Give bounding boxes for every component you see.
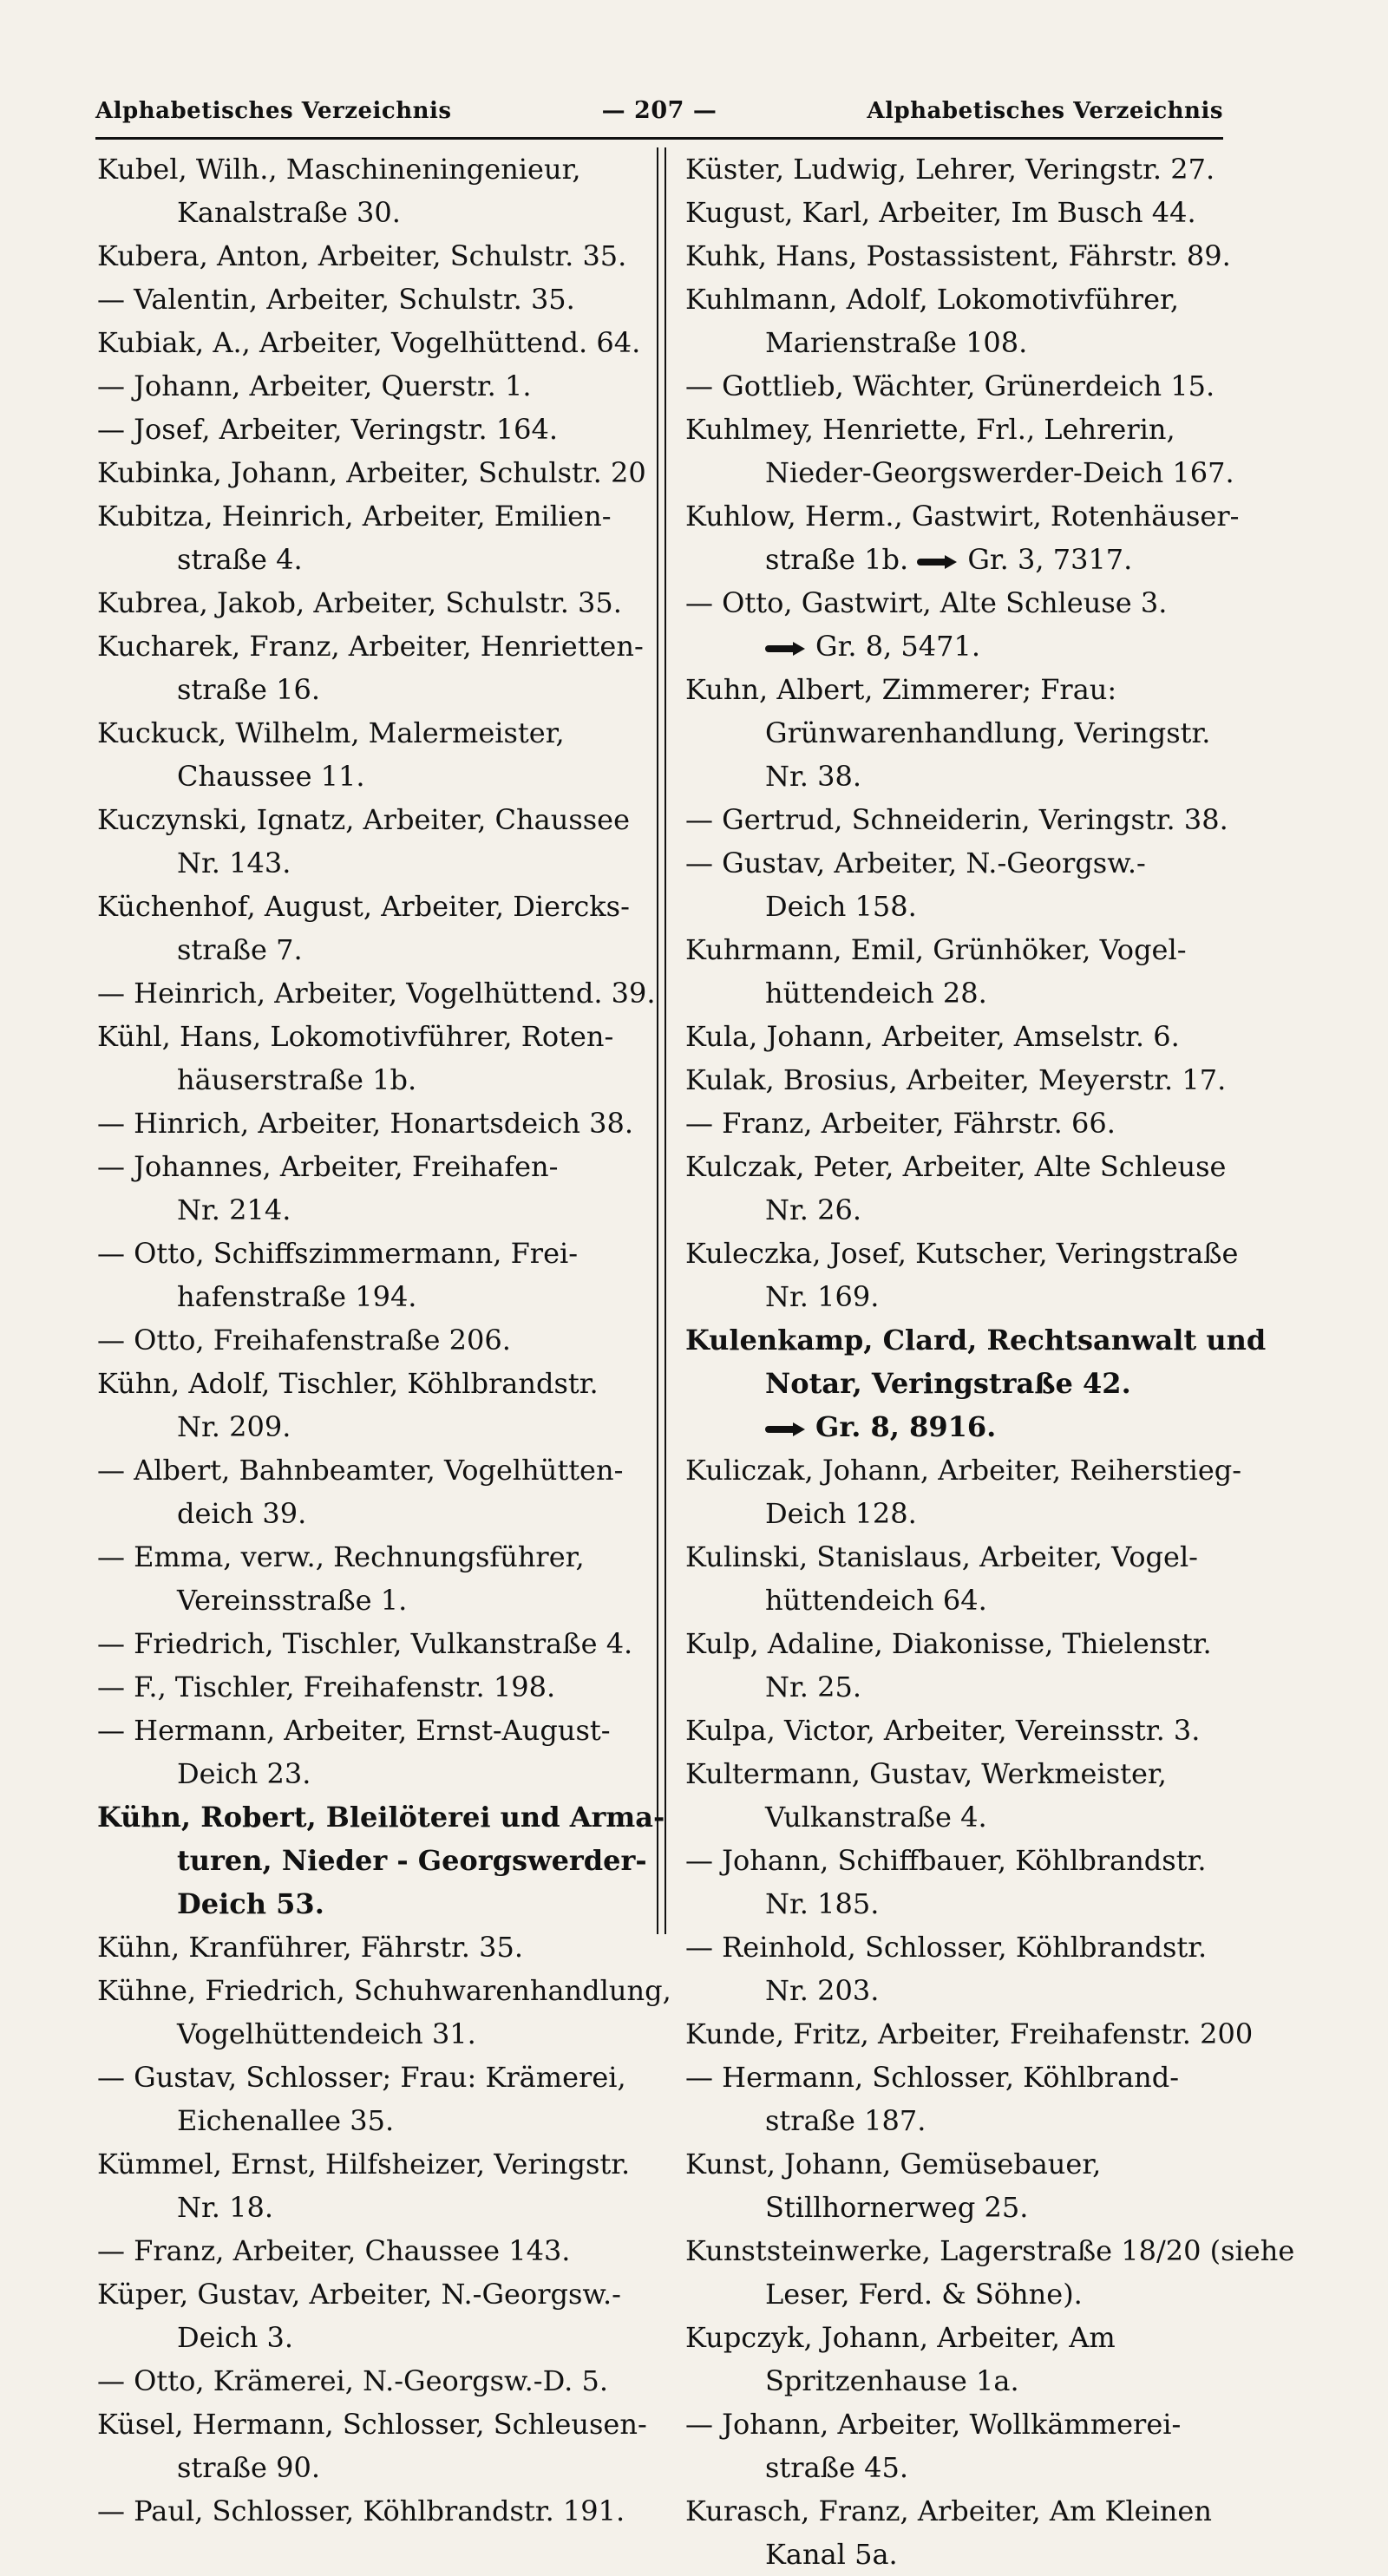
entry-line: Kulczak, Peter, Arbeiter, Alte Schleuse xyxy=(685,1150,1227,1183)
directory-entry xyxy=(97,1665,635,1709)
entry-continuation: Stillhornerweg 25. xyxy=(765,2191,1029,2224)
entry-line: Kulenkamp, Clard, Rechtsanwalt und xyxy=(685,1324,1267,1357)
entry-continuation: Nr. 38. xyxy=(765,760,862,793)
entry-continuation: Deich 128. xyxy=(765,1497,917,1530)
directory-entry xyxy=(97,1709,635,1795)
directory-entry xyxy=(97,2142,635,2229)
entry-phone-line xyxy=(685,1405,1241,1448)
entry-continuation: Nr. 203. xyxy=(765,1974,880,2007)
directory-entry xyxy=(685,1535,1241,1622)
left-column xyxy=(97,147,671,2533)
directory-entry xyxy=(685,1622,1241,1709)
directory-entry xyxy=(97,885,635,971)
directory-entry xyxy=(97,1145,635,1232)
entry-line: Kubrea, Jakob, Arbeiter, Schulstr. 35. xyxy=(97,586,622,619)
directory-entry xyxy=(97,147,635,234)
directory-entry xyxy=(685,798,1241,841)
entry-line: — Friedrich, Tischler, Vulkanstraße 4. xyxy=(97,1627,633,1660)
directory-entry xyxy=(97,1362,635,1448)
telephone-number: Gr. 3, 7317. xyxy=(967,543,1133,576)
directory-entry xyxy=(97,2272,635,2359)
directory-entry xyxy=(97,1448,635,1535)
directory-entry xyxy=(97,494,635,581)
telephone-number: Gr. 8, 8916. xyxy=(815,1410,997,1443)
directory-entry xyxy=(685,928,1241,1015)
directory-entry xyxy=(97,1535,635,1622)
entry-line: — Franz, Arbeiter, Fährstr. 66. xyxy=(685,1107,1116,1140)
directory-entry xyxy=(97,2403,647,2489)
entry-line: — F., Tischler, Freihafenstr. 198. xyxy=(97,1670,556,1703)
entry-continuation: turen, Nieder - Georgswerder- xyxy=(177,1844,647,1877)
entry-line: — Emma, verw., Rechnungsführer, xyxy=(97,1540,585,1573)
directory-entry xyxy=(685,1145,1241,1232)
entry-continuation: hüttendeich 64. xyxy=(765,1584,987,1617)
directory-entry xyxy=(685,2229,1295,2316)
directory-entry xyxy=(97,1102,635,1145)
entry-line: Kuhlmey, Henriette, Frl., Lehrerin, xyxy=(685,413,1175,446)
entry-continuation: straße 4. xyxy=(177,543,303,576)
entry-line: Küper, Gustav, Arbeiter, N.-Georgsw.- xyxy=(97,2278,621,2311)
entry-line: Kubitza, Heinrich, Arbeiter, Emilien- xyxy=(97,500,612,533)
directory-entry xyxy=(97,2489,635,2533)
header-left-title: Alphabetisches Verzeichnis xyxy=(95,98,452,124)
entry-line: Kulinski, Stanislaus, Arbeiter, Vogel- xyxy=(685,1540,1198,1573)
entry-continuation: Chaussee 11. xyxy=(177,760,365,793)
entry-line: Kunststeinwerke, Lagerstraße 18/20 (siehe xyxy=(685,2234,1295,2267)
entry-line: — Heinrich, Arbeiter, Vogelhüttend. 39. xyxy=(97,977,656,1010)
entry-line: Kunst, Johann, Gemüsebauer, xyxy=(685,2148,1102,2180)
entry-line: Kuleczka, Josef, Kutscher, Veringstraße xyxy=(685,1237,1239,1270)
directory-entry xyxy=(97,408,635,451)
entry-continuation: hafenstraße 194. xyxy=(177,1280,417,1313)
directory-entry xyxy=(685,1709,1241,1752)
directory-entry xyxy=(685,1752,1241,1839)
entry-continuation: Deich 53. xyxy=(177,1887,324,1920)
directory-entry xyxy=(97,1622,635,1665)
entry-line: — Josef, Arbeiter, Veringstr. 164. xyxy=(97,413,559,446)
entry-line: Kuhlmann, Adolf, Lokomotivführer, xyxy=(685,283,1179,316)
entry-continuation: Deich 23. xyxy=(177,1757,311,1790)
entry-line: Kümmel, Ernst, Hilfsheizer, Veringstr. xyxy=(97,2148,631,2180)
entry-line: Kühn, Adolf, Tischler, Köhlbrandstr. xyxy=(97,1367,599,1400)
directory-entry xyxy=(685,1925,1241,2012)
entry-line: — Johann, Schiffbauer, Köhlbrandstr. xyxy=(685,1844,1207,1877)
directory-entry xyxy=(97,364,635,408)
entry-line: — Albert, Bahnbeamter, Vogelhütten- xyxy=(97,1454,624,1487)
entry-continuation: Grünwarenhandlung, Veringstr. xyxy=(765,716,1211,749)
entry-continuation: Nieder-Georgswerder-Deich 167. xyxy=(765,456,1234,489)
directory-entry xyxy=(685,1448,1241,1535)
telephone-icon xyxy=(765,644,805,653)
directory-entry xyxy=(685,2012,1254,2056)
directory-entry xyxy=(685,2316,1241,2403)
entry-continuation: Nr. 169. xyxy=(765,1280,880,1313)
telephone-number: Gr. 8, 5471. xyxy=(815,630,980,663)
directory-entry xyxy=(97,1318,635,1362)
entry-continuation: Vogelhüttendeich 31. xyxy=(177,2017,476,2050)
entry-continuation: Deich 3. xyxy=(177,2321,294,2354)
directory-entry xyxy=(685,841,1241,928)
entry-line: — Otto, Schiffszimmermann, Frei- xyxy=(97,1237,579,1270)
directory-entry xyxy=(97,234,635,278)
directory-entry xyxy=(685,581,1241,668)
directory-entry xyxy=(685,278,1241,364)
entry-line: — Johann, Arbeiter, Querstr. 1. xyxy=(97,369,532,402)
directory-entry xyxy=(685,2056,1241,2142)
entry-continuation: straße 1b. Gr. 3, 7317. xyxy=(765,543,1133,576)
directory-entry xyxy=(685,1232,1241,1318)
directory-entry xyxy=(97,321,641,364)
entry-line: — Johannes, Arbeiter, Freihafen- xyxy=(97,1150,559,1183)
entry-line: Kuhrmann, Emil, Grünhöker, Vogel- xyxy=(685,933,1187,966)
entry-line: Kühn, Robert, Bleilöterei und Arma- xyxy=(97,1801,665,1834)
entry-continuation: Spritzenhause 1a. xyxy=(765,2364,1019,2397)
directory-entry xyxy=(685,2142,1241,2229)
entry-continuation: straße 187. xyxy=(765,2104,926,2137)
telephone-icon xyxy=(765,1425,805,1434)
directory-entry xyxy=(97,971,656,1015)
directory-entry xyxy=(685,2403,1241,2489)
directory-entry xyxy=(97,798,635,885)
entry-line: Kurasch, Franz, Arbeiter, Am Kleinen xyxy=(685,2494,1212,2527)
entry-line: Kulak, Brosius, Arbeiter, Meyerstr. 17. xyxy=(685,1063,1227,1096)
directory-entry xyxy=(97,1925,635,1969)
entry-line: — Paul, Schlosser, Köhlbrandstr. 191. xyxy=(97,2494,625,2527)
column-divider xyxy=(657,147,658,1934)
entry-continuation: Nr. 25. xyxy=(765,1670,862,1703)
entry-line: Kuhlow, Herm., Gastwirt, Rotenhäuser- xyxy=(685,500,1240,533)
entry-continuation: Eichenallee 35. xyxy=(177,2104,395,2137)
entry-line: — Hermann, Arbeiter, Ernst-August- xyxy=(97,1714,611,1747)
directory-entry xyxy=(685,1058,1241,1102)
directory-entry xyxy=(685,1102,1241,1145)
entry-continuation: Nr. 26. xyxy=(765,1193,862,1226)
entry-continuation: Kanal 5a. xyxy=(765,2538,898,2571)
directory-entry xyxy=(97,1015,635,1102)
entry-line: — Gertrud, Schneiderin, Veringstr. 38. xyxy=(685,803,1228,836)
entry-line: Kühl, Hans, Lokomotivführer, Roten- xyxy=(97,1020,614,1053)
directory-entry xyxy=(685,147,1241,191)
entry-line: Küchenhof, August, Arbeiter, Diercks- xyxy=(97,890,630,923)
entry-continuation: Notar, Veringstraße 42. xyxy=(765,1367,1131,1400)
directory-entry xyxy=(685,234,1241,278)
entry-line: — Otto, Gastwirt, Alte Schleuse 3. xyxy=(685,586,1168,619)
entry-continuation: hüttendeich 28. xyxy=(765,977,987,1010)
entry-line: Kulp, Adaline, Diakonisse, Thielenstr. xyxy=(685,1627,1212,1660)
header-rule xyxy=(95,137,1223,140)
entry-continuation: Kanalstraße 30. xyxy=(177,196,401,229)
page-number: — 207 — xyxy=(601,97,717,124)
entry-line: — Valentin, Arbeiter, Schulstr. 35. xyxy=(97,283,575,316)
entry-line: Küster, Ludwig, Lehrer, Veringstr. 27. xyxy=(685,153,1215,186)
entry-line: Kühn, Kranführer, Fährstr. 35. xyxy=(97,1931,523,1964)
directory-entry xyxy=(97,1795,665,1925)
entry-line: Kula, Johann, Arbeiter, Amselstr. 6. xyxy=(685,1020,1180,1053)
entry-line: Kuhk, Hans, Postassistent, Fährstr. 89. xyxy=(685,239,1231,272)
entry-continuation: straße 16. xyxy=(177,673,321,706)
entry-line: Küsel, Hermann, Schlosser, Schleusen- xyxy=(97,2408,647,2441)
entry-continuation: straße 90. xyxy=(177,2451,321,2484)
directory-entry xyxy=(685,1015,1241,1058)
entry-line: Kubel, Wilh., Maschineningenieur, xyxy=(97,153,581,186)
entry-continuation: Nr. 18. xyxy=(177,2191,274,2224)
directory-entry xyxy=(97,581,635,624)
directory-entry xyxy=(97,1969,671,2056)
entry-line: — Gustav, Arbeiter, N.-Georgsw.- xyxy=(685,847,1146,879)
column-divider xyxy=(665,147,666,1934)
right-column xyxy=(685,147,1295,2576)
entry-line: Kuczynski, Ignatz, Arbeiter, Chaussee xyxy=(97,803,631,836)
entry-line: — Johann, Arbeiter, Wollkämmerei- xyxy=(685,2408,1182,2441)
directory-entry xyxy=(685,2489,1241,2576)
entry-line: — Gottlieb, Wächter, Grünerdeich 15. xyxy=(685,369,1215,402)
entry-line: Kulpa, Victor, Arbeiter, Vereinsstr. 3. xyxy=(685,1714,1201,1747)
entry-line: Kultermann, Gustav, Werkmeister, xyxy=(685,1757,1167,1790)
directory-entry xyxy=(685,364,1241,408)
entry-line: Kühne, Friedrich, Schuhwarenhandlung, xyxy=(97,1974,671,2007)
entry-line: Kuckuck, Wilhelm, Malermeister, xyxy=(97,716,565,749)
entry-continuation: Vereinsstraße 1. xyxy=(177,1584,408,1617)
directory-entry xyxy=(97,2056,635,2142)
directory-entry xyxy=(97,711,635,798)
entry-line: Kubera, Anton, Arbeiter, Schulstr. 35. xyxy=(97,239,627,272)
entry-continuation: Marienstraße 108. xyxy=(765,326,1028,359)
entry-line: — Franz, Arbeiter, Chaussee 143. xyxy=(97,2234,571,2267)
directory-entry xyxy=(97,2359,635,2403)
entry-line: — Gustav, Schlosser; Frau: Krämerei, xyxy=(97,2061,626,2094)
entry-line: — Otto, Krämerei, N.-Georgsw.-D. 5. xyxy=(97,2364,608,2397)
entry-line: Kugust, Karl, Arbeiter, Im Busch 44. xyxy=(685,196,1196,229)
directory-entry xyxy=(97,624,644,711)
entry-line: Kubinka, Johann, Arbeiter, Schulstr. 20 xyxy=(97,456,646,489)
directory-entry xyxy=(685,1839,1241,1925)
entry-continuation: Nr. 214. xyxy=(177,1193,291,1226)
directory-entry xyxy=(97,1232,635,1318)
directory-entry xyxy=(97,451,646,494)
entry-continuation: Leser, Ferd. & Söhne). xyxy=(765,2278,1083,2311)
running-header xyxy=(95,97,1223,124)
entry-line: Kuhn, Albert, Zimmerer; Frau: xyxy=(685,673,1117,706)
directory-entry xyxy=(97,2229,635,2272)
entry-continuation: Nr. 143. xyxy=(177,847,291,879)
entry-continuation: straße 7. xyxy=(177,933,303,966)
entry-phone-line xyxy=(685,624,1241,668)
entry-line: Kuliczak, Johann, Arbeiter, Reiherstieg- xyxy=(685,1454,1242,1487)
directory-entry xyxy=(685,668,1241,798)
directory-entry xyxy=(685,408,1241,494)
entry-line: — Hermann, Schlosser, Köhlbrand- xyxy=(685,2061,1180,2094)
entry-line: — Reinhold, Schlosser, Köhlbrandstr. xyxy=(685,1931,1208,1964)
entry-continuation: Nr. 185. xyxy=(765,1887,880,1920)
header-right-title: Alphabetisches Verzeichnis xyxy=(867,98,1223,124)
directory-entry xyxy=(685,494,1241,581)
entry-continuation: deich 39. xyxy=(177,1497,307,1530)
entry-continuation: Deich 158. xyxy=(765,890,917,923)
entry-continuation: straße 45. xyxy=(765,2451,909,2484)
entry-continuation: Vulkanstraße 4. xyxy=(765,1801,987,1834)
entry-line: — Otto, Freihafenstraße 206. xyxy=(97,1324,511,1357)
telephone-icon xyxy=(917,558,957,566)
entry-line: Kucharek, Franz, Arbeiter, Henrietten- xyxy=(97,630,644,663)
entry-continuation: Nr. 209. xyxy=(177,1410,291,1443)
directory-entry xyxy=(97,278,635,321)
directory-entry xyxy=(685,191,1241,234)
entry-line: Kupczyk, Johann, Arbeiter, Am xyxy=(685,2321,1116,2354)
directory-entry xyxy=(685,1318,1267,1448)
entry-line: — Hinrich, Arbeiter, Honartsdeich 38. xyxy=(97,1107,633,1140)
entry-continuation: häuserstraße 1b. xyxy=(177,1063,417,1096)
entry-line: Kunde, Fritz, Arbeiter, Freihafenstr. 200 xyxy=(685,2017,1254,2050)
entry-line: Kubiak, A., Arbeiter, Vogelhüttend. 64. xyxy=(97,326,641,359)
